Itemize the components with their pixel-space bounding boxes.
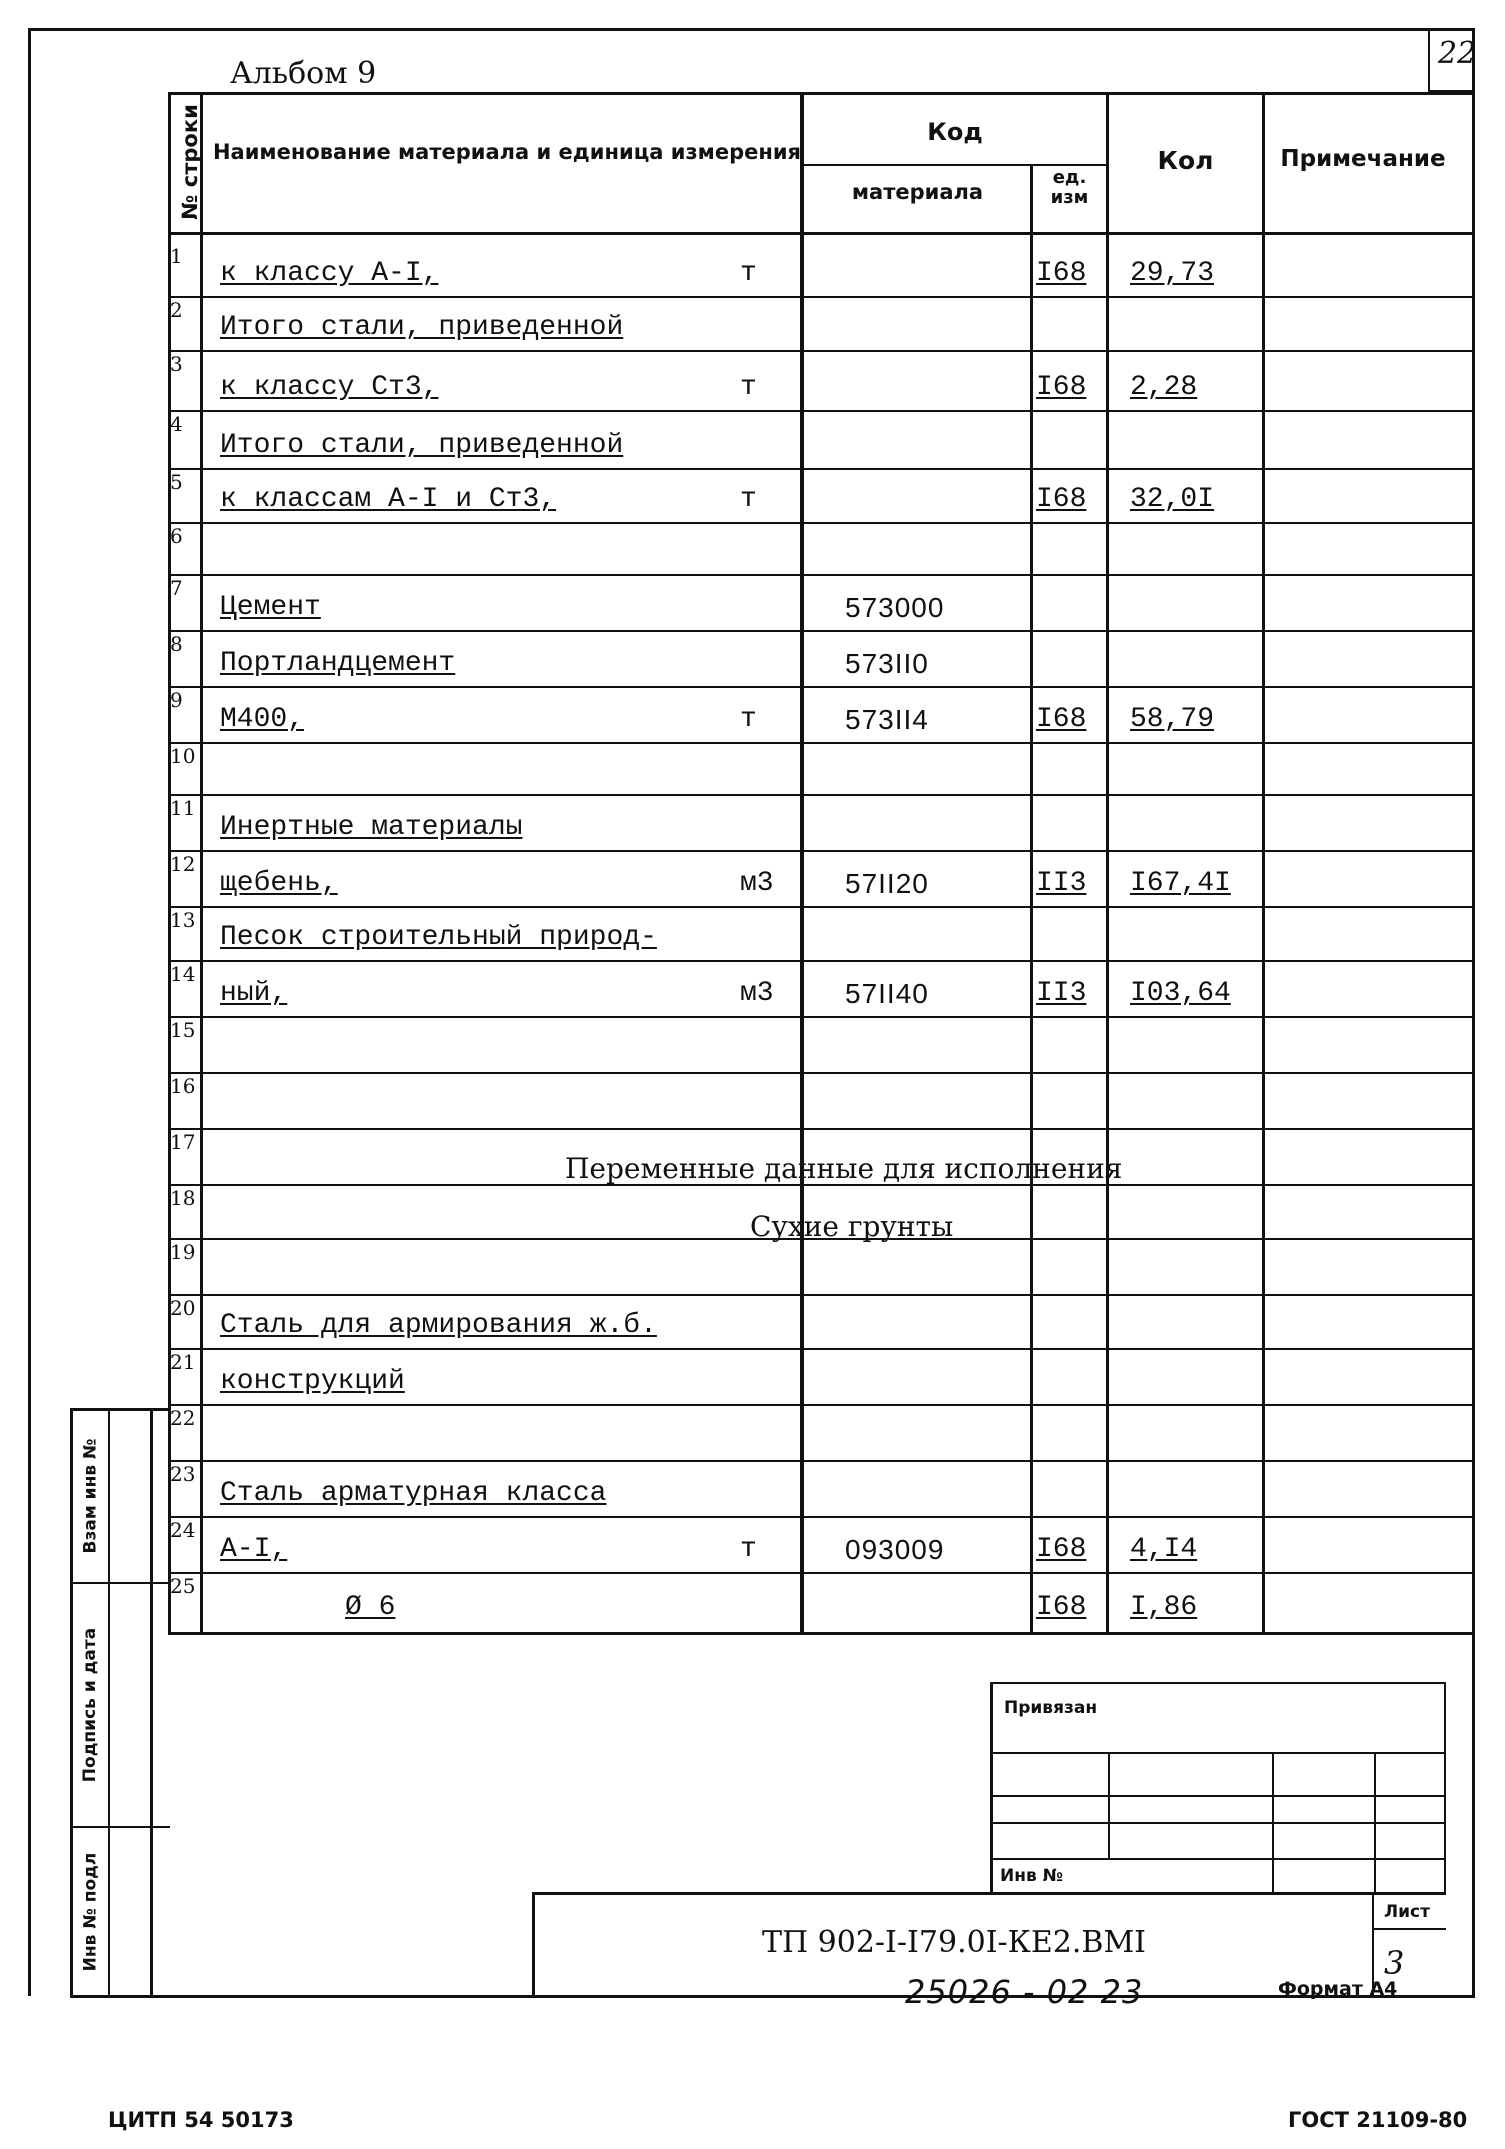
- list-label: Лист: [1384, 1902, 1430, 1922]
- format-label: Формат А4: [1278, 1978, 1398, 2000]
- footer-left: ЦИТП 54 50173: [108, 2108, 294, 2132]
- row-unit-code: I68: [1036, 372, 1087, 403]
- privyazan-label: Привязан: [1004, 1698, 1098, 1718]
- titleblock-left: [532, 1892, 535, 1996]
- document-code: ТП 902-I-I79.0I-КЕ2.ВМI: [761, 1925, 1147, 1960]
- header-row-number-label: № строки: [178, 104, 202, 220]
- row-unit-code: I68: [1036, 704, 1087, 735]
- sheet-number: 22: [1438, 36, 1477, 71]
- row-material-code: 57II40: [845, 978, 929, 1009]
- row-number: 20: [170, 1296, 196, 1320]
- col-qty-line: [1106, 92, 1109, 1634]
- row-quantity: 4,I4: [1130, 1534, 1198, 1565]
- row-separator: [168, 574, 1473, 576]
- row-separator: [168, 1572, 1473, 1574]
- row-unit-code: I68: [1036, 484, 1087, 515]
- row-separator: [168, 410, 1473, 412]
- row-unit: м3: [740, 978, 774, 1009]
- row-number: 15: [170, 1018, 196, 1042]
- row-number: 7: [170, 576, 183, 600]
- row-number: 18: [170, 1186, 196, 1210]
- kod-sub-line: [800, 164, 1108, 166]
- row-separator: [168, 1294, 1473, 1296]
- col-ed-line: [1030, 166, 1033, 1634]
- row-separator: [168, 960, 1473, 962]
- stamp-vsep-3: [1374, 1752, 1376, 1892]
- row-number: 8: [170, 632, 183, 656]
- row-unit-code: I68: [1036, 258, 1087, 289]
- row-unit: т: [740, 372, 757, 403]
- row-separator: [168, 1072, 1473, 1074]
- row-separator: [168, 1128, 1473, 1130]
- row-separator: [168, 794, 1473, 796]
- row-number: 14: [170, 962, 196, 986]
- header-name: Наименование материала и единица измерения: [212, 140, 802, 164]
- row-name: Цемент: [220, 592, 321, 623]
- row-number: 16: [170, 1074, 196, 1098]
- header-kod: Код: [927, 118, 983, 146]
- frame-top-line: [28, 28, 1475, 31]
- row-name: к классу Ст3,: [220, 372, 439, 403]
- frame-left-line: [28, 28, 31, 1996]
- row-unit: м3: [740, 868, 774, 899]
- titleblock-list-sep: [1372, 1928, 1446, 1930]
- row-number: 6: [170, 524, 183, 548]
- row-number: 25: [170, 1574, 196, 1598]
- row-name: М400,: [220, 704, 305, 735]
- header-row-number: [168, 92, 212, 232]
- row-name: щебень,: [220, 868, 338, 899]
- row-material-code: 57II20: [845, 868, 929, 899]
- row-separator: [168, 906, 1473, 908]
- row-number: 17: [170, 1130, 196, 1154]
- row-material-code: 093009: [845, 1534, 945, 1565]
- table-bottom-line: [168, 1632, 1473, 1635]
- row-unit: т: [740, 484, 757, 515]
- row-unit: т: [740, 258, 757, 289]
- row-separator: [168, 1016, 1473, 1018]
- side-podpis: [72, 1584, 108, 1826]
- row-number: 3: [170, 352, 183, 376]
- side-vzam: [72, 1410, 108, 1582]
- frame-right-line: [1472, 28, 1475, 1996]
- row-number: 22: [170, 1406, 196, 1430]
- stamp-box-top: [990, 1682, 1446, 1684]
- stamp-row-4: [990, 1858, 1446, 1860]
- titleblock-top: [532, 1892, 1446, 1895]
- row-number: 9: [170, 688, 183, 712]
- row-quantity: I,86: [1130, 1592, 1198, 1623]
- row-number: 23: [170, 1462, 196, 1486]
- row-quantity: 58,79: [1130, 704, 1215, 735]
- row-number: 11: [170, 796, 196, 820]
- row-unit-code: I68: [1036, 1592, 1087, 1623]
- album-label: Альбом 9: [230, 56, 377, 91]
- row-name: А-I,: [220, 1534, 288, 1565]
- col-note-line: [1262, 92, 1265, 1634]
- row-name: Портландцемент: [220, 648, 456, 679]
- row-number: 12: [170, 852, 196, 876]
- sheet-number-box-left: [1428, 28, 1430, 92]
- side-col-right: [150, 1408, 153, 1996]
- row-name: конструкций: [220, 1366, 405, 1397]
- row-number: 13: [170, 908, 196, 932]
- row-material-code: 573000: [845, 592, 945, 623]
- stamp-box-left: [990, 1682, 993, 1892]
- row-separator: [168, 1460, 1473, 1462]
- row-number: 1: [170, 244, 183, 268]
- row-number: 19: [170, 1240, 196, 1264]
- row-name: Итого стали, приведенной: [220, 430, 624, 461]
- row-name: Ø 6: [345, 1592, 396, 1623]
- row-unit-code: I68: [1036, 1534, 1087, 1565]
- row-separator: [168, 1348, 1473, 1350]
- row-quantity: I03,64: [1130, 978, 1231, 1009]
- row-separator: [168, 1516, 1473, 1518]
- col-name-line: [800, 92, 804, 1634]
- row-number: 4: [170, 412, 183, 436]
- row-separator: [168, 630, 1473, 632]
- frame-bottom-line: [70, 1995, 1475, 1998]
- row-material-code: 573II4: [845, 704, 929, 735]
- row-name: Сталь арматурная класса: [220, 1478, 607, 1509]
- row-number: 24: [170, 1518, 196, 1542]
- row-number: 2: [170, 298, 183, 322]
- header-material-code: материала: [851, 180, 984, 204]
- side-vzam-label: Взам инв №: [80, 1438, 101, 1554]
- row-name: Инертные материалы: [220, 812, 523, 843]
- row-separator: [168, 686, 1473, 688]
- row-number: 10: [170, 744, 196, 768]
- row-separator: [168, 742, 1473, 744]
- row-number: 21: [170, 1350, 196, 1374]
- col-rownum-line: [200, 92, 203, 1634]
- row-separator: [168, 850, 1473, 852]
- inv-no-label: Инв №: [1000, 1866, 1064, 1886]
- table-top-line: [168, 92, 1473, 95]
- stamp-row-1: [990, 1752, 1446, 1754]
- row-material-code: 573II0: [845, 648, 929, 679]
- row-separator: [168, 1404, 1473, 1406]
- row-name: ный,: [220, 978, 288, 1009]
- row-name: Песок строительный природ-: [220, 922, 657, 953]
- side-inv-podl: [72, 1828, 108, 1996]
- section-subtitle: Сухие грунты: [750, 1210, 954, 1243]
- stamp-vsep-1: [1108, 1752, 1110, 1858]
- header-unit-code: ед. изм: [1050, 167, 1089, 208]
- row-quantity: 2,28: [1130, 372, 1198, 403]
- stamp-box-right: [1444, 1682, 1446, 1892]
- row-name: Сталь для армирования ж.б.: [220, 1310, 657, 1341]
- stamp-row-2: [990, 1795, 1446, 1797]
- list-value: 3: [1384, 1944, 1405, 1982]
- row-unit-code: II3: [1036, 978, 1087, 1009]
- row-name: к классу А-I,: [220, 258, 439, 289]
- stamp-vsep-2: [1272, 1752, 1274, 1892]
- row-number: 5: [170, 470, 183, 494]
- stamp-row-3: [990, 1822, 1446, 1824]
- row-quantity: 32,0I: [1130, 484, 1215, 515]
- row-separator: [168, 350, 1473, 352]
- row-separator: [168, 468, 1473, 470]
- row-name: к классам А-I и Ст3,: [220, 484, 557, 515]
- row-quantity: 29,73: [1130, 258, 1215, 289]
- footer-right: ГОСТ 21109-80: [1288, 2108, 1468, 2132]
- header-note: Примечание: [1280, 146, 1446, 172]
- row-separator: [168, 522, 1473, 524]
- row-unit: т: [740, 1534, 757, 1565]
- header-bottom-line: [168, 232, 1473, 235]
- row-unit-code: II3: [1036, 868, 1087, 899]
- side-col-mid: [108, 1408, 110, 1996]
- side-podpis-label: Подпись и дата: [80, 1627, 100, 1783]
- side-inv-podl-label: Инв № подл: [80, 1852, 101, 1972]
- row-separator: [168, 296, 1473, 298]
- header-quantity: Кол: [1157, 146, 1214, 175]
- row-name: Итого стали, приведенной: [220, 312, 624, 343]
- inventory-number: 25026 - 02 23: [905, 1973, 1144, 2011]
- section-title: Переменные данные для исполнения: [565, 1152, 1123, 1185]
- row-unit: т: [740, 704, 757, 735]
- row-quantity: I67,4I: [1130, 868, 1231, 899]
